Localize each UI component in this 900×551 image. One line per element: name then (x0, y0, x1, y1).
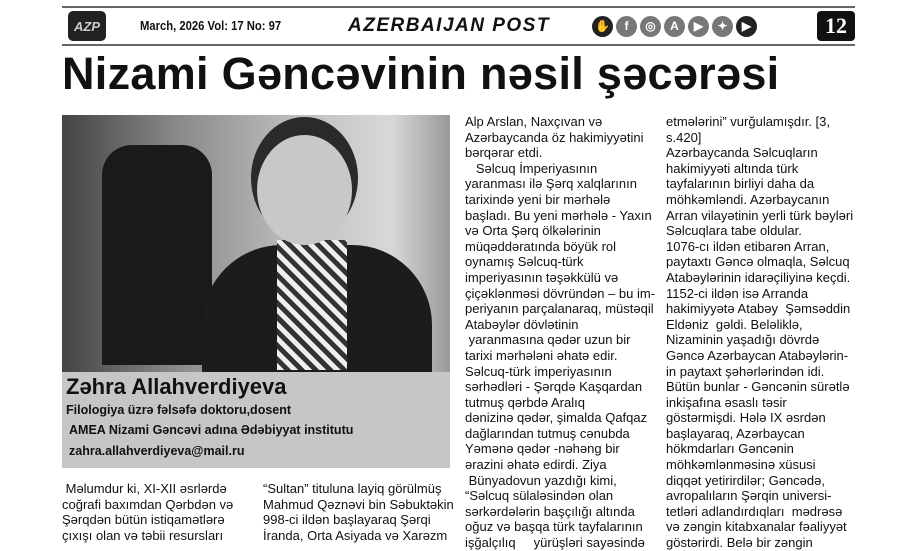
text-line: Arran vilayətinin yerli türk bəyləri (666, 207, 854, 223)
scarf (277, 240, 347, 370)
facebook-icon[interactable]: f (616, 16, 637, 37)
text-line: göstərmişdi. Hələ IX əsrdən (666, 410, 826, 426)
text-line: diqqət yetirirdilər; Gəncədə, (666, 472, 825, 488)
text-line: İranda, Orta Asiyada və Xarəzm (263, 527, 448, 543)
column-4 (666, 114, 853, 551)
text-line: Mahmud Qəznəvi bin Səbuktəkin (263, 496, 454, 512)
text-line: in paytaxt şəhərlərindən idi. (666, 363, 825, 379)
author-email[interactable]: zahra.allahverdiyeva@mail.ru (69, 444, 245, 458)
twitter-icon[interactable]: ✦ (712, 16, 733, 37)
header-bottom-rule (62, 44, 855, 46)
text-line: Səlcuq-türk imperiyasının (465, 363, 612, 379)
text-line: “Sultan” tituluna layiq görülmüş (263, 481, 442, 496)
text-line: inkişafına əsaslı təsir (666, 394, 787, 410)
text-line: möhkəmləndi. Azərbaycanın (666, 191, 830, 207)
text-line: 1152-ci ildən isə Arranda (666, 285, 809, 301)
masthead (62, 8, 855, 44)
text-line: tayfalarının birliyi daha da (666, 176, 815, 192)
text-line: hökmdarları Gəncənin (666, 441, 794, 457)
person (202, 135, 432, 372)
text-line: və Orta Şərq ölkələrinin (465, 223, 601, 239)
instagram-icon[interactable]: ◎ (640, 16, 661, 37)
text-line: Nizaminin yaşadığı dövrdə (666, 332, 820, 348)
text-line: Gəncə Azərbaycan Atabəylərin- (666, 347, 849, 363)
text-line: tutmuş qərbdə Aralıq (465, 394, 585, 410)
author-photo (62, 115, 450, 372)
text-line: 1076-cı ildən etibarən Arran, (666, 238, 830, 254)
text-line: “Səlcuq sülaləsindən olan (465, 488, 614, 504)
text-line: Azərbaycanda öz hakimiyyətini (465, 129, 644, 145)
column-1 (62, 481, 233, 543)
chair (102, 145, 212, 365)
text-line: sərkərdələrin başçılığı altında (465, 503, 635, 519)
author-institution: AMEA Nizami Gəncəvi adına Ədəbiyyat institutu (69, 423, 354, 437)
article-title: Nizami Gəncəvinin nəsil şəcərəsi (62, 48, 780, 99)
appstore-icon[interactable]: A (664, 16, 685, 37)
text-line: Məlumdur ki, XI-XII əsrlərdə (62, 481, 227, 496)
text-line: Eldəniz gəldi. Beləliklə, (666, 316, 803, 332)
text-line: çiçəklənməsi dövründən – bu im- (465, 285, 656, 301)
text-line: sərhədləri - Şərqdə Kaşqardan (465, 379, 643, 395)
author-name: Zəhra Allahverdiyeva (66, 374, 287, 399)
text-line: tarixində yeni bir mərhələ (465, 191, 611, 207)
social-icons (592, 16, 757, 37)
text-line: Bünyadovun yazdığı kimi, (465, 472, 617, 488)
text-line: çıxışı olan və təbii resursları (62, 527, 224, 543)
text-line: müqəddəratında böyük rol (465, 238, 617, 254)
play-icon[interactable]: ▶ (736, 16, 757, 37)
text-line: Azərbaycanda Səlcuqların (666, 145, 818, 161)
text-line: başladı. Bu yeni mərhələ - Yaxın (465, 207, 652, 223)
text-line: yaranmasına qədər uzun bir (465, 332, 631, 348)
text-line: yaranması ilə Şərq xalqlarının (465, 176, 637, 192)
text-line: etmələrini” vurğulamışdır. [3, (666, 114, 831, 129)
text-line: dağlarından tutmuş cənubda (465, 425, 630, 441)
issue-date: March, 2026 Vol: 17 No: 97 (140, 19, 282, 33)
text-line: 998-ci ildən başlayaraq Şərqi (263, 512, 431, 528)
author-degree: Filologiya üzrə fəlsəfə doktoru,dosent (66, 403, 292, 417)
text-line: Bütün bunlar - Gəncənin sürətlə (666, 379, 850, 395)
text-line: periyanın parçalanaraq, müstəqil (465, 301, 654, 317)
text-line: Atabəylərinin idarəçiliyinə keçdi. (666, 269, 851, 285)
text-line: tetləri adlandırdıqları mədrəsə (666, 503, 843, 519)
person-head (257, 135, 352, 245)
text-line: Səlcuqlara tabe oldular. (666, 223, 802, 239)
text-line: oğuz və başqa türk tayfalarının (465, 519, 643, 535)
hand-icon[interactable]: ✋ (592, 16, 613, 37)
text-line: dənizinə qədər, şimalda Qafqaz (465, 410, 648, 426)
author-caption (62, 372, 450, 468)
text-line: coğrafi baxımdan Qərbdən və (62, 496, 234, 512)
text-line: bərqərar etdi. (465, 145, 543, 161)
text-line: ərazini əhatə edirdi. Ziya (465, 457, 607, 473)
brand-name: AZERBAIJAN POST (348, 15, 550, 36)
azp-logo: AZP (68, 11, 106, 41)
text-line: avropalıların Şərqin universi- (666, 488, 832, 504)
text-line: işğalçılıq yürüşləri sayəsində (465, 535, 645, 551)
text-line: Atabəylər dövlətinin (465, 316, 579, 332)
text-line: imperiyasının təşəkkülü və (465, 269, 619, 285)
text-line: tarixi mərhələni əhatə edir. (465, 347, 618, 363)
text-line: Səlcuq İmperiyasının (465, 160, 598, 176)
text-line: Yəmənə qədər -nəhəng bir (465, 441, 620, 457)
text-line: Alp Arslan, Naxçıvan və (465, 114, 603, 129)
text-line: və zəngin kitabxanalar fəaliyyət (666, 519, 847, 535)
text-line: s.420] (666, 129, 702, 145)
text-line: paytaxtı Gəncə olmaqla, Səlcuq (666, 254, 850, 270)
text-line: göstərirdi. Belə bir zəngin (666, 535, 813, 551)
text-line: başlayaraq, Azərbaycan (666, 425, 805, 441)
text-line: möhkəmlənməsinə xüsusi (666, 457, 816, 473)
text-line: oynamış Səlcuq-türk (465, 254, 584, 270)
column-2 (263, 481, 454, 543)
page-number: 12 (817, 11, 855, 41)
text-line: hakimiyyətə Atabəy Şəmsəddin (666, 301, 851, 317)
column-3 (465, 114, 655, 551)
youtube-icon[interactable]: ▶ (688, 16, 709, 37)
text-line: hakimiyyəti altında türk (666, 160, 799, 176)
text-line: Şərqdən bütün istiqamətlərə (62, 512, 225, 528)
